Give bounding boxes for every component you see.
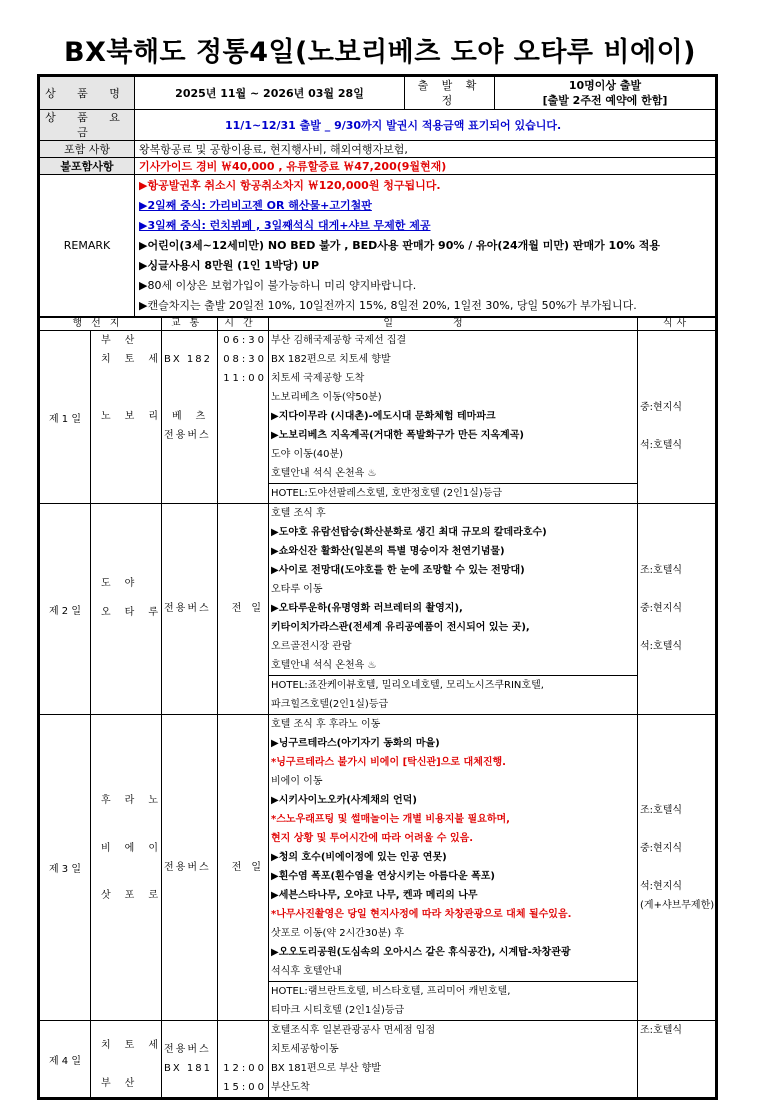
col-header-time: 시간: [218, 318, 269, 331]
remark-line: ▶2일째 중식: 가리비고젠 OR 해산물+고기철판: [139, 198, 372, 212]
schedule-line: 부산도착: [271, 1082, 310, 1093]
schedule-line: ▶세븐스타나무, 오야코 나무, 켄과 메리의 나무: [271, 890, 478, 901]
col-header-schedule: 일정: [269, 318, 638, 331]
meal-value: 중:현지식: [640, 401, 683, 413]
include-label: 포함 사항: [40, 141, 135, 158]
place-cell: [91, 1021, 172, 1098]
transport-mode: BX 181: [164, 1063, 212, 1074]
transport-cell: [162, 504, 218, 715]
schedule-line: 호텔안내 석식 온천욕 ♨: [269, 464, 637, 484]
schedule-line: 노보리베츠 이동(약50분): [271, 392, 382, 403]
departure-line-1: 10명이상 출발: [568, 79, 642, 92]
place-name: 치토세: [101, 1040, 172, 1052]
meal-value: 석:호텔식: [640, 439, 683, 451]
schedule-line: 치토세 국제공항 도착: [271, 373, 365, 384]
price-label: 상 품 요 금: [40, 110, 135, 141]
place-name: 후라노: [101, 795, 172, 806]
col-header-meal: 식사: [638, 318, 716, 331]
schedule-line: 파크힐즈호텔(2인1실)등급: [271, 699, 389, 710]
remark-line: ▶어린이(3세~12세미만) NO BED 불가 , BED사용 판매가 90% / 유아(24개월 미만) 판매가 10% 적용: [139, 238, 660, 252]
place-name: 부산: [101, 335, 149, 346]
schedule-line: *닝구르테라스 불가시 비에이 [탁신관]으로 대체진행.: [271, 757, 506, 768]
schedule-line: 호텔조식후 일본관광공사 면세점 입점: [271, 1025, 436, 1036]
schedule-line: ▶오오도리공원(도심속의 오아시스 같은 휴식공간), 시계탑-차창관광: [271, 947, 571, 958]
remark-line: ▶80세 이상은 보험가입이 불가능하니 미리 양지바랍니다.: [139, 278, 417, 292]
schedule-line: 현지 상황 및 투어시간에 따라 어려울 수 있음.: [271, 833, 474, 844]
time-value: 전일: [231, 861, 272, 873]
price-value: 11/1~12/31 출발 _ 9/30까지 발권시 적용금액 표기되어 있습니다.: [135, 110, 716, 141]
place-name: 도야: [101, 578, 149, 590]
meal-cell: [638, 331, 716, 504]
schedule-line: ▶도야호 유람선탑승(화산분화로 생긴 최대 규모의 칼데라호수): [271, 527, 547, 538]
schedule-line: 오타루 이동: [271, 584, 323, 595]
include-value: 왕복항공료 및 공항이용료, 현지행사비, 해외여행자보험,: [135, 141, 716, 158]
schedule-cell: [269, 715, 638, 1021]
product-info-table: [39, 76, 716, 317]
place-name: 노보리베츠: [101, 411, 220, 422]
day-label: 제 4 일: [40, 1021, 91, 1098]
schedule-line: 호텔안내 석식 온천욕 ♨: [269, 656, 637, 676]
departure-info: [495, 77, 716, 110]
col-header-place: 행선지: [40, 318, 162, 331]
day-row: [40, 1021, 716, 1098]
place-name: 비에이: [101, 842, 172, 854]
exclude-label: 불포함사항: [40, 158, 135, 175]
schedule-line: ▶사이로 전망대(도야호를 한 눈에 조망할 수 있는 전망대): [271, 565, 525, 576]
col-header-transport: 교통: [162, 318, 218, 331]
remark-line: ▶3일째 중식: 런치뷔페 , 3일째석식 대게+샤브 무제한 제공: [139, 218, 431, 232]
time-cell: [218, 1021, 269, 1098]
schedule-line: 석식후 호텔안내: [269, 962, 637, 982]
remark-label: REMARK: [40, 175, 135, 317]
product-period: 2025년 11월 ~ 2026년 03월 28일: [135, 77, 405, 110]
product-label: 상 품 명: [40, 77, 135, 110]
schedule-line: 오르골전시장 관람: [271, 641, 352, 652]
schedule-line: ▶오타루운하(유명영화 러브레터의 촬영지),: [271, 603, 463, 614]
schedule-line: 치토세공항이동: [271, 1044, 339, 1055]
day-row: [40, 715, 716, 1021]
schedule-line: HOTEL:램브란트호텔, 비스타호텔, 프리미어 캐빈호텔,: [271, 986, 511, 997]
exclude-value: 기사가이드 경비 ￦40,000 , 유류할증료 ￦47,200(9월현재): [135, 158, 716, 175]
place-name: 치토세: [101, 354, 172, 365]
time-cell: [218, 504, 272, 715]
schedule-cell: [269, 504, 638, 715]
schedule-cell: [269, 1021, 638, 1098]
remark-line: ▶캔슬차지는 출발 20일전 10%, 10일전까지 15%, 8일전 20%, 1일전 30%, 당일 50%가 부가됩니다.: [139, 298, 637, 312]
meal-value: (게+샤브무제한): [640, 899, 715, 911]
place-cell: [91, 504, 172, 715]
meal-value: 중:현지식: [640, 603, 683, 614]
departure-label: 출 발 확 정: [405, 77, 495, 110]
transport-mode: 전용버스: [164, 603, 211, 614]
schedule-line: ▶청의 호수(비에이정에 있는 인공 연못): [271, 852, 447, 863]
remark-line: ▶항공발권후 취소시 항공취소차지 ￦120,000원 청구됩니다.: [139, 178, 441, 192]
schedule-line: 도야 이동(40분): [271, 449, 344, 460]
day-row: [40, 331, 716, 504]
schedule-line: HOTEL:도야선팔레스호텔, 호반정호텔 (2인1실)등급: [271, 488, 503, 499]
meal-value: 조:호텔식: [640, 804, 683, 816]
transport-mode: 전용버스: [164, 861, 211, 873]
schedule-line: 비에이 이동: [271, 776, 323, 787]
transport-cell: [162, 715, 218, 1021]
day-label: 제 3 일: [40, 715, 91, 1021]
meal-value: 석:현지식: [640, 880, 683, 892]
time-cell: [218, 331, 269, 504]
remark-line: ▶싱글사용시 8만원 (1인 1박당) UP: [139, 258, 320, 272]
time-value: 15:00: [223, 1082, 268, 1093]
place-name: 삿포로: [101, 890, 172, 901]
itinerary-table: [39, 317, 716, 1098]
itinerary-sheet: [37, 74, 718, 1100]
meal-cell: [638, 504, 716, 715]
remark-box: [135, 175, 716, 317]
schedule-line: ▶흰수염 폭포(흰수염을 연상시키는 아름다운 폭포): [271, 871, 495, 882]
place-name: 오타루: [101, 606, 172, 618]
place-cell: [91, 715, 172, 1021]
schedule-line: ▶쇼와신잔 활화산(일본의 특별 명승이자 천연기념물): [271, 546, 505, 557]
transport-mode: 전용버스: [164, 1044, 211, 1055]
schedule-line: BX 181편으로 부산 향발: [271, 1063, 381, 1074]
meal-value: 조:호텔식: [640, 565, 683, 576]
meal-value: 석:호텔식: [640, 641, 683, 652]
transport-mode: BX 182: [164, 354, 212, 365]
day-label: 제 1 일: [40, 331, 91, 504]
time-value: 08:30: [223, 354, 268, 365]
transport-cell: [162, 331, 218, 504]
schedule-line: ▶노보리베츠 지옥계곡(거대한 폭발화구가 만든 지옥계곡): [271, 430, 524, 441]
schedule-line: 티마크 시티호텔 (2인1실)등급: [271, 1005, 405, 1016]
meal-value: 조:호텔식: [640, 1025, 683, 1036]
schedule-line: BX 182편으로 치토세 향발: [271, 354, 391, 365]
schedule-cell: [269, 331, 638, 504]
schedule-line: *나무사진촬영은 당일 현지사정에 따라 차창관광으로 대체 될수있음.: [271, 909, 572, 920]
schedule-line: 호텔 조식 후: [271, 508, 326, 519]
schedule-line: ▶시키사이노오카(사계채의 언덕): [271, 795, 417, 806]
schedule-line: 키타이치가라스관(전세계 유리공예품이 전시되어 있는 곳),: [271, 622, 530, 633]
schedule-line: HOTEL:죠잔케이뷰호텔, 밀리오네호텔, 모리노시즈쿠RIN호텔,: [271, 680, 544, 691]
time-value: 06:30: [223, 335, 268, 346]
meal-value: 중:현지식: [640, 842, 683, 854]
schedule-line: ▶지다이무라 (시대촌)-에도시대 문화체험 테마파크: [271, 411, 496, 422]
day-label: 제 2 일: [40, 504, 91, 715]
day-row: [40, 504, 716, 715]
meal-cell: [638, 715, 716, 1021]
schedule-line: 호텔 조식 후 후라노 이동: [271, 719, 381, 730]
page-title: BX북해도 정통4일(노보리베츠 도야 오타루 비에이): [63, 37, 697, 68]
meal-cell: [638, 1021, 716, 1098]
time-value: 12:00: [223, 1063, 268, 1074]
time-value: 전일: [231, 603, 272, 614]
schedule-line: ▶닝구르테라스(아기자기 동화의 마을): [271, 738, 440, 749]
time-cell: [218, 715, 272, 1021]
schedule-line: 삿포로 이동(약 2시간30분) 후: [271, 928, 405, 939]
departure-line-2: [출발 2주전 예약에 한함]: [542, 94, 668, 107]
schedule-line: 부산 김해국제공항 국제선 집결: [271, 335, 407, 346]
transport-mode: 전용버스: [164, 430, 211, 441]
time-value: 11:00: [223, 373, 268, 384]
place-name: 부산: [101, 1078, 149, 1090]
transport-cell: [162, 1021, 218, 1098]
schedule-line: *스노우래프팅 및 썰매놀이는 개별 비용지불 필요하며,: [271, 814, 510, 825]
